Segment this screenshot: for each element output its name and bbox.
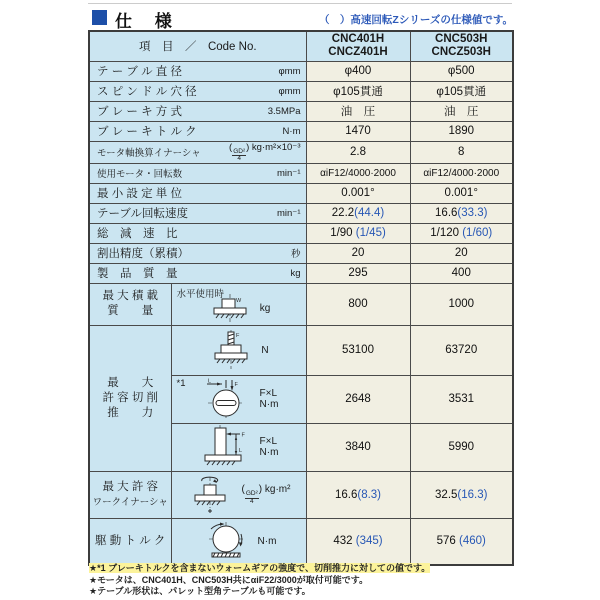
table-row-work-inertia: 最 大 許 容 ワークイナーシャ ( $\frac{\text{GD²}}{4}$ ) kg·m² 16.6(8.3) 32.5(16.3) [89, 471, 513, 518]
drive-torque-icon [201, 520, 251, 562]
value-model1: 2648 [345, 393, 371, 405]
row-label: ブ レ ー キ 方 式 [97, 106, 182, 118]
model-2z-name: CNCZ503H [431, 46, 491, 59]
work-inertia-icon [187, 475, 235, 515]
value-model1: φ400 [344, 65, 372, 77]
row-label: ス ピ ン ド ル 穴 径 [97, 86, 197, 98]
value-model1: 2.8 [350, 146, 366, 158]
row-label: 最 大 許 容 [102, 480, 159, 493]
table-row [89, 61, 513, 81]
footnote-1: ★*1 ブレーキトルクを含まないウォームギアの強度で、切削推力に対しての値です。 [89, 563, 431, 573]
page-title: 仕 様 [115, 12, 181, 31]
footnote-3: ★テーブル形状は、パレット型角テーブルも可能です。 [89, 586, 311, 596]
unit-fxl-nm: F×L N·m [259, 436, 279, 458]
value-model1: 1/90 [330, 227, 356, 239]
table-header-row [89, 31, 513, 61]
value-model2: 3531 [448, 393, 475, 405]
unit-kg: kg [259, 303, 271, 314]
row-label: 最 大 [107, 376, 154, 389]
table-row-thrust-axial: 最 大 許 容 切 削 推 力 F N 53100 63720 [89, 325, 513, 375]
row-label: 最 小 設 定 単 位 [97, 188, 182, 200]
value-model1: φ105貫通 [333, 86, 383, 98]
unit-nm: N·m [257, 535, 277, 547]
value-model2: 20 [454, 247, 468, 259]
value-model2: 400 [451, 267, 471, 279]
table-row [89, 263, 513, 283]
table-row-max-load: 最 大 積 載 質 量 水平使用時 W kg 800 1000 [89, 283, 513, 325]
unit-fxl-nm: F×L N·m [259, 388, 279, 410]
row-label: 総 減 速 比 [97, 228, 178, 240]
footnotes [89, 563, 430, 598]
value-model1: 432 [333, 535, 356, 548]
value-model1: 20 [351, 247, 365, 259]
row-unit: 秒 [290, 249, 301, 260]
svg-text:W: W [235, 297, 241, 304]
value-model1: 800 [348, 298, 368, 310]
value-model2: 32.5 [435, 488, 458, 501]
value-model2: φ500 [447, 65, 475, 77]
value-model1: αiF12/4000·2000 [320, 167, 396, 179]
row-unit: φmm [278, 85, 301, 97]
row-label: 使用モータ・回転数 [97, 169, 183, 180]
table-row [89, 243, 513, 263]
svg-text:F: F [234, 382, 238, 388]
model-1-name: CNC401H [331, 33, 385, 46]
value-model2: 576 [436, 535, 460, 548]
value-model2: 8 [458, 146, 465, 158]
table-row [89, 101, 513, 121]
row-unit: min⁻¹ [277, 167, 301, 179]
svg-text:L: L [238, 448, 242, 454]
table-row: 総 減 速 比 1/90 (1/45) 1/120 (1/60) [89, 223, 513, 243]
unit-n: N [261, 344, 269, 356]
value-model2: 0.001° [444, 187, 478, 199]
unit-gd2-kgm2: ( $\frac{\text{GD²}}{4}$ ) kg·m² [241, 484, 291, 505]
row-label: モータ軸換算イナーシャ [97, 148, 201, 159]
table-row: テーブル回転速度 min⁻¹ 22.2(44.4) 16.6(33.3) [89, 203, 513, 223]
header-item-cell: 項 目 ／ Code No. [89, 31, 306, 61]
table-row [89, 183, 513, 203]
row-label: 割出精度（累積） [97, 248, 189, 260]
row-unit: min⁻¹ [277, 207, 301, 219]
row-unit: kg [290, 267, 301, 279]
value-model2: 油 圧 [444, 106, 479, 118]
header-model-1 [306, 31, 410, 61]
value-model1: 16.6 [334, 488, 358, 501]
value-model1: 1470 [345, 125, 371, 137]
row-label: ブ レ ー キ ト ル ク [97, 126, 197, 138]
section-header [92, 7, 512, 29]
header-model-2 [410, 31, 513, 61]
row-label: 製 品 質 量 [97, 268, 178, 280]
model-2-name: CNC503H [435, 33, 488, 46]
value-model1: 53100 [342, 344, 374, 356]
svg-text:L: L [207, 378, 211, 385]
horizontal-use-label: 水平使用時 [176, 288, 225, 300]
value-model2: φ105貫通 [436, 86, 487, 98]
value-model2: 16.6 [435, 207, 458, 219]
value-model2: 63720 [445, 344, 478, 356]
value-model2: αiF12/4000·2000 [423, 167, 500, 179]
radial-force-circle-icon [199, 378, 253, 420]
section-marker-square [92, 10, 107, 25]
table-row [89, 141, 513, 163]
row-unit: φmm [278, 65, 301, 77]
series-note: （ ）高速回転Zシリーズの仕様値です。 [318, 14, 513, 26]
footnote-ref-label: *1 [176, 377, 186, 389]
row-label: テ ー ブ ル 直 径 [97, 66, 182, 78]
value-model2: 5990 [448, 441, 475, 453]
row-unit: N·m [282, 125, 301, 137]
side-force-column-icon [199, 425, 253, 469]
row-unit: 3.5MPa [267, 105, 301, 117]
value-model1: 295 [348, 267, 368, 279]
table-row [89, 163, 513, 183]
footnote-2: ★モータは、CNC401H、CNC503H共にαiF22/3000が取付可能です。 [89, 574, 369, 585]
value-model2: 1/120 [430, 227, 463, 239]
value-model1: 0.001° [341, 187, 375, 199]
specification-table [88, 30, 514, 566]
model-1z-name: CNCZ401H [328, 46, 388, 59]
page-top-rule [88, 3, 512, 4]
value-model1: 22.2 [331, 207, 355, 219]
row-label: 最 大 積 載 [102, 290, 159, 302]
value-model2: 1890 [448, 125, 475, 137]
value-model2: 1000 [448, 298, 475, 310]
svg-text:F: F [241, 432, 245, 439]
table-row [89, 81, 513, 101]
svg-text:F: F [236, 333, 240, 339]
row-unit: ( $\frac{\text{GD²}}{4}$ ) kg·m²×10⁻³ [229, 141, 301, 162]
axial-force-drill-icon [208, 330, 254, 370]
value-model1: 油 圧 [340, 106, 376, 118]
table-row [89, 121, 513, 141]
value-model1: 3840 [345, 441, 371, 453]
table-row-drive-torque: 駆 動 ト ル ク N·m 432 (345) 576 (460) [89, 518, 513, 565]
row-label: テーブル回転速度 [97, 208, 188, 220]
row-label: 駆 動 ト ル ク [95, 534, 166, 547]
